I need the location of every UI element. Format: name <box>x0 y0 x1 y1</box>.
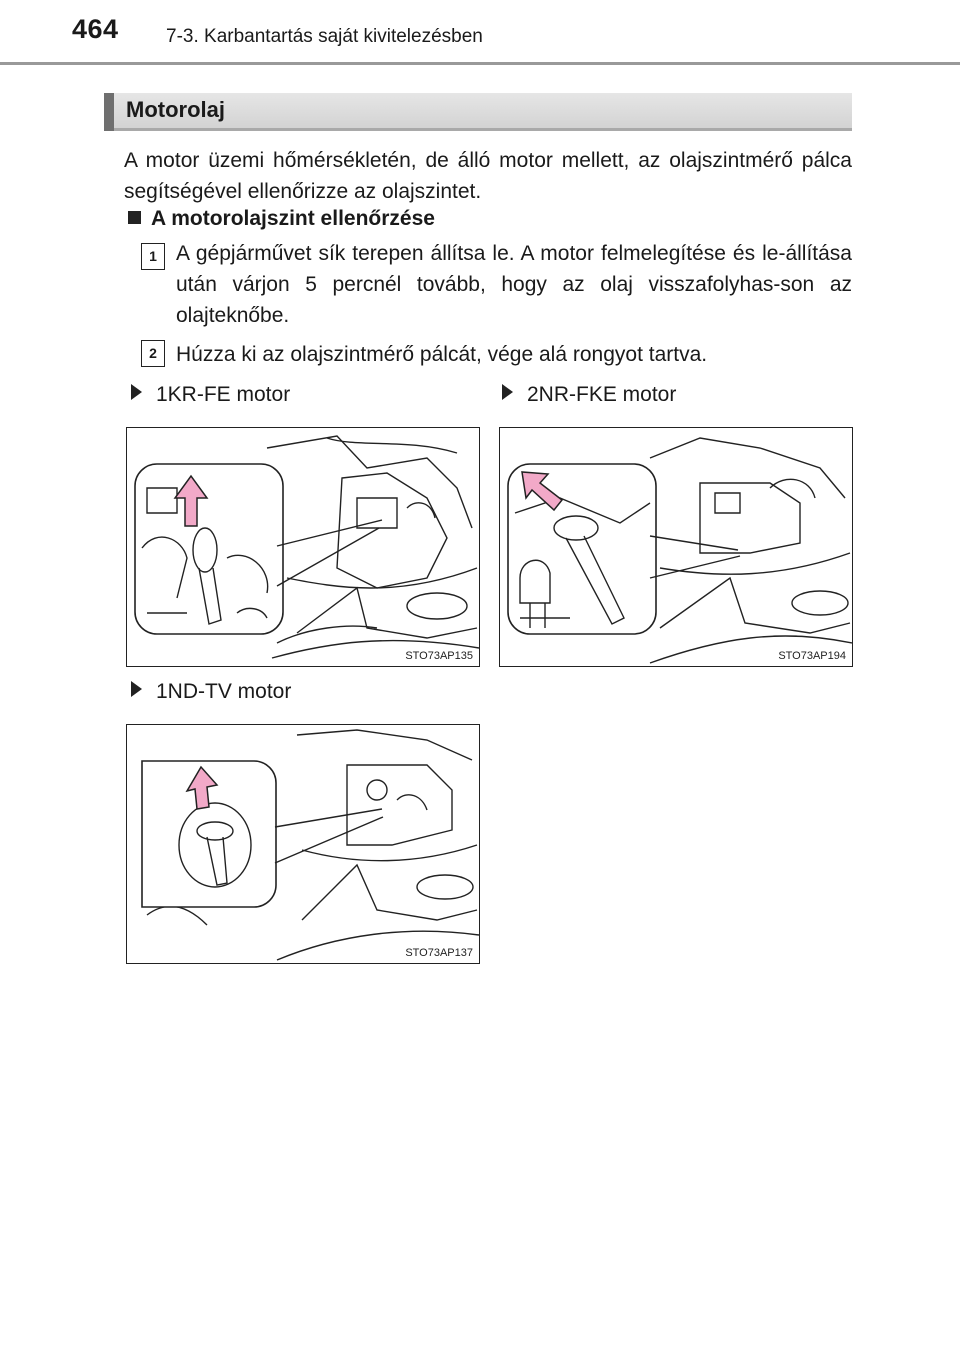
figure-label: 1KR-FE motor <box>131 383 290 407</box>
step-text: A gépjárművet sík terepen állítsa le. A motor felmelegítése és le-állítása után várjon 5 percnél tovább, hogy az olaj visszafolyhas-son az olajteknőbe. <box>176 242 852 327</box>
step-number: 1 <box>141 243 165 270</box>
engine-illustration-1kr-fe <box>126 427 480 667</box>
engine-illustration-2nr-fke <box>499 427 853 667</box>
page-number: 464 <box>72 14 119 44</box>
step-text: Húzza ki az olajszintmérő pálcát, vége alá rongyot tartva. <box>176 343 708 366</box>
chapter-title: 7-3. Karbantartás saját kivitelezésben <box>166 26 483 47</box>
figure-code: STO73AP194 <box>778 650 846 662</box>
engine-illustration-1nd-tv <box>126 724 480 964</box>
section-bar <box>104 93 852 131</box>
figure-label: 2NR-FKE motor <box>502 383 676 407</box>
header-rule <box>0 62 960 65</box>
intro-paragraph: A motor üzemi hőmérsékletén, de álló motor mellett, az olajszintmérő pálca segítségével ellenőrizze az olajszintet. <box>124 149 852 203</box>
step-number: 2 <box>141 340 165 367</box>
section-accent <box>104 93 114 131</box>
triangle-bullet-icon <box>131 384 142 400</box>
section-title: Motorolaj <box>126 97 225 122</box>
triangle-bullet-icon <box>131 681 142 697</box>
figure-label: 1ND-TV motor <box>131 680 291 704</box>
square-bullet-icon <box>128 211 141 224</box>
subheading-text: A motorolajszint ellenőrzése <box>151 207 435 230</box>
figure-code: STO73AP135 <box>405 650 473 662</box>
subheading <box>128 207 435 231</box>
triangle-bullet-icon <box>502 384 513 400</box>
figure-code: STO73AP137 <box>405 947 473 959</box>
